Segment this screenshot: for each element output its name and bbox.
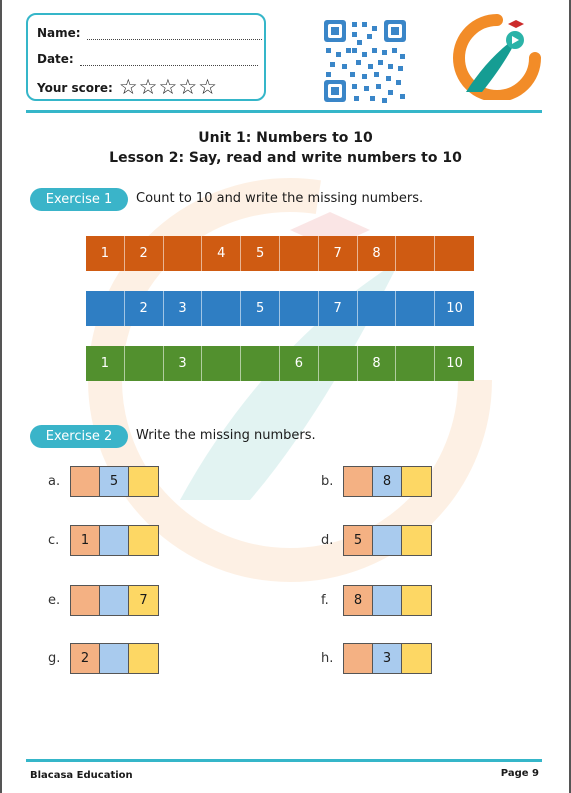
sequence-boxes (343, 585, 432, 616)
strip-cell[interactable]: 2 (125, 236, 164, 271)
student-info-card (26, 13, 266, 101)
sequence-boxes (343, 466, 432, 497)
score-label: Your score: (37, 80, 113, 95)
name-input-line[interactable] (87, 29, 262, 40)
strip-cell[interactable]: 5 (241, 236, 280, 271)
strip-cell[interactable] (280, 236, 319, 271)
item-label: b. (321, 474, 334, 489)
strip-cell[interactable] (319, 346, 358, 381)
item-label: d. (321, 533, 334, 548)
answer-box[interactable]: 1 (71, 526, 100, 555)
answer-box[interactable] (402, 526, 431, 555)
answer-box[interactable]: 5 (344, 526, 373, 555)
date-label: Date: (37, 52, 74, 66)
answer-box[interactable] (100, 644, 129, 673)
answer-box[interactable] (100, 586, 129, 615)
exercise-1-badge: Exercise 1 (30, 188, 128, 211)
page-number: Page 9 (500, 768, 539, 779)
number-strip-orange (86, 236, 474, 271)
item-label: g. (48, 651, 61, 666)
strip-cell[interactable] (280, 291, 319, 326)
number-strip-green (86, 346, 474, 381)
strip-cell[interactable] (202, 291, 241, 326)
answer-box[interactable]: 5 (100, 467, 129, 496)
strip-cell[interactable]: 6 (280, 346, 319, 381)
sequence-boxes (343, 643, 432, 674)
sequence-boxes (70, 466, 159, 497)
qr-code-icon (322, 18, 408, 104)
answer-box[interactable]: 8 (344, 586, 373, 615)
answer-box[interactable] (129, 467, 158, 496)
name-row (37, 26, 262, 40)
strip-cell[interactable]: 7 (319, 291, 358, 326)
strip-cell[interactable]: 5 (241, 291, 280, 326)
number-strip-blue (86, 291, 474, 326)
lesson-title: Lesson 2: Say, read and write numbers to 10 (109, 150, 462, 166)
answer-box[interactable] (344, 644, 373, 673)
strip-cell[interactable] (86, 291, 125, 326)
star-icon[interactable]: ☆ (198, 75, 217, 99)
star-icon[interactable]: ☆ (178, 75, 198, 99)
strip-cell[interactable] (202, 346, 241, 381)
item-label: h. (321, 651, 334, 666)
footer-brand: Blacasa Education (30, 770, 133, 781)
item-label: a. (48, 474, 61, 489)
score-stars (119, 77, 218, 98)
header-divider (26, 110, 542, 113)
strip-cell[interactable]: 1 (86, 236, 125, 271)
star-icon[interactable]: ☆ (118, 75, 138, 99)
strip-cell[interactable] (125, 346, 164, 381)
strip-cell[interactable]: 8 (358, 236, 397, 271)
exercise-2-instruction: Write the missing numbers. (136, 428, 316, 443)
sequence-item-h (321, 643, 432, 674)
sequence-item-f (321, 585, 432, 616)
strip-cell[interactable] (241, 346, 280, 381)
answer-box[interactable]: 7 (129, 586, 158, 615)
date-row (37, 52, 258, 66)
answer-box[interactable] (373, 526, 402, 555)
name-label: Name: (37, 26, 81, 40)
score-row (37, 77, 218, 98)
strip-cell[interactable]: 4 (202, 236, 241, 271)
strip-cell[interactable]: 7 (319, 236, 358, 271)
answer-box[interactable] (402, 467, 431, 496)
strip-cell[interactable]: 8 (358, 346, 397, 381)
answer-box[interactable] (344, 467, 373, 496)
strip-cell[interactable] (435, 236, 474, 271)
item-label: f. (321, 593, 329, 608)
sequence-boxes (70, 525, 159, 556)
strip-cell[interactable] (396, 236, 435, 271)
strip-cell[interactable] (164, 236, 203, 271)
item-label: e. (48, 593, 61, 608)
sequence-boxes (343, 525, 432, 556)
answer-box[interactable] (402, 586, 431, 615)
answer-box[interactable] (100, 526, 129, 555)
sequence-boxes (70, 585, 159, 616)
strip-cell[interactable] (396, 346, 435, 381)
strip-cell[interactable]: 1 (86, 346, 125, 381)
exercise-2-badge: Exercise 2 (30, 425, 128, 448)
answer-box[interactable]: 3 (373, 644, 402, 673)
strip-cell[interactable] (396, 291, 435, 326)
star-icon[interactable]: ☆ (158, 75, 178, 99)
strip-cell[interactable]: 10 (446, 356, 463, 371)
strip-cell[interactable]: 10 (446, 301, 463, 316)
strip-cell[interactable]: 3 (164, 291, 203, 326)
answer-box[interactable]: 8 (373, 467, 402, 496)
exercise-1-instruction: Count to 10 and write the missing numbers. (136, 191, 424, 206)
sequence-item-d (321, 525, 432, 556)
answer-box[interactable] (71, 586, 100, 615)
strip-cell[interactable]: 2 (125, 291, 164, 326)
sequence-item-c (48, 525, 159, 556)
answer-box[interactable] (129, 526, 158, 555)
answer-box[interactable] (373, 586, 402, 615)
sequence-item-b (321, 466, 432, 497)
page-edge-left (0, 0, 2, 793)
answer-box[interactable] (402, 644, 431, 673)
answer-box[interactable] (129, 644, 158, 673)
date-input-line[interactable] (80, 55, 258, 66)
unit-title: Unit 1: Numbers to 10 (198, 130, 373, 146)
footer-divider (26, 759, 542, 762)
sequence-item-a (48, 466, 159, 497)
answer-box[interactable]: 2 (71, 644, 100, 673)
strip-cell[interactable] (358, 291, 397, 326)
blacasa-logo-icon (452, 14, 542, 100)
strip-cell[interactable]: 3 (164, 346, 203, 381)
star-icon[interactable]: ☆ (138, 75, 158, 99)
sequence-item-g (48, 643, 159, 674)
sequence-boxes (70, 643, 159, 674)
item-label: c. (48, 533, 60, 548)
sequence-item-e (48, 585, 159, 616)
answer-box[interactable] (71, 467, 100, 496)
